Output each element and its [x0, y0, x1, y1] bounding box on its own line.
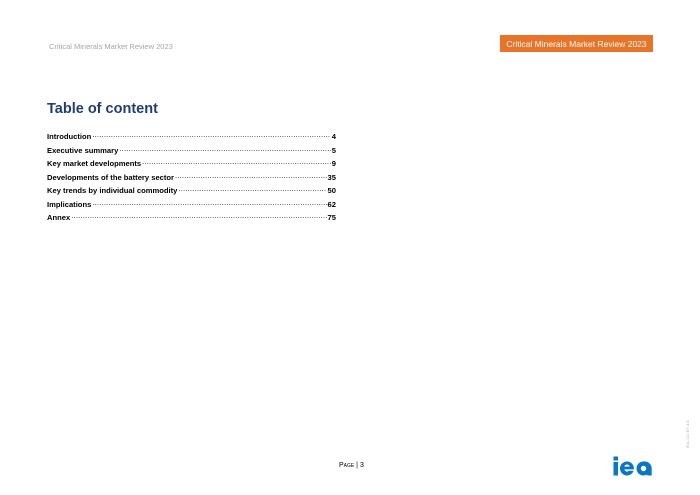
toc-entry-key-trends[interactable] [47, 185, 336, 199]
toc-entry-page: 62 [327, 199, 336, 209]
toc-entry-label: Key trends by individual commodity [47, 186, 178, 195]
toc-entry-page: 50 [327, 186, 336, 195]
logo-a [637, 461, 652, 475]
toc-entry-label: Annex [47, 213, 71, 222]
toc-entry-annex[interactable] [47, 212, 336, 226]
toc-entry-introduction[interactable] [47, 131, 336, 145]
toc-entry-battery-sector[interactable] [47, 172, 336, 186]
toc-entry-executive-summary[interactable] [47, 145, 336, 159]
toc-leader-dots [71, 212, 326, 220]
header-badge: Critical Minerals Market Review 2023 [500, 35, 653, 52]
logo-e [620, 462, 634, 476]
logo-i-stem [614, 462, 619, 476]
toc-leader-dots [119, 145, 330, 153]
toc-entry-page: 5 [331, 145, 336, 155]
toc-entry-page: 35 [327, 172, 336, 182]
license-code: IEA. CC BY 4.0. [685, 419, 690, 448]
toc-entry-page: 9 [331, 159, 336, 168]
toc-leader-dots [178, 185, 326, 193]
toc-leader-dots [142, 158, 331, 166]
logo-i-dot [614, 457, 619, 461]
toc-entry-label: Introduction [47, 132, 92, 141]
page-number-footer [339, 462, 364, 469]
running-header-title: Critical Minerals Market Review 2023 [49, 42, 173, 51]
page-word: Page [339, 462, 355, 469]
page-number: 3 [359, 462, 364, 469]
toc-entry-key-market-developments[interactable] [47, 158, 336, 172]
toc-entry-label: Implications [47, 199, 92, 209]
toc-leader-dots [92, 131, 330, 139]
toc-leader-dots [175, 172, 327, 180]
toc-entry-label: Key market developments [47, 159, 142, 168]
toc-entry-label: Executive summary [47, 145, 119, 155]
iea-logo-icon [613, 456, 653, 476]
toc-entry-label: Developments of the battery sector [47, 172, 175, 182]
iea-logo-shapes [614, 457, 652, 476]
toc-entry-page: 75 [327, 213, 336, 222]
toc-list [47, 131, 336, 226]
page-separator: | [354, 462, 360, 469]
toc-entry-implications[interactable] [47, 199, 336, 213]
toc-entry-page: 4 [331, 132, 336, 141]
toc-leader-dots [92, 199, 326, 207]
toc-title: Table of content [47, 101, 158, 117]
